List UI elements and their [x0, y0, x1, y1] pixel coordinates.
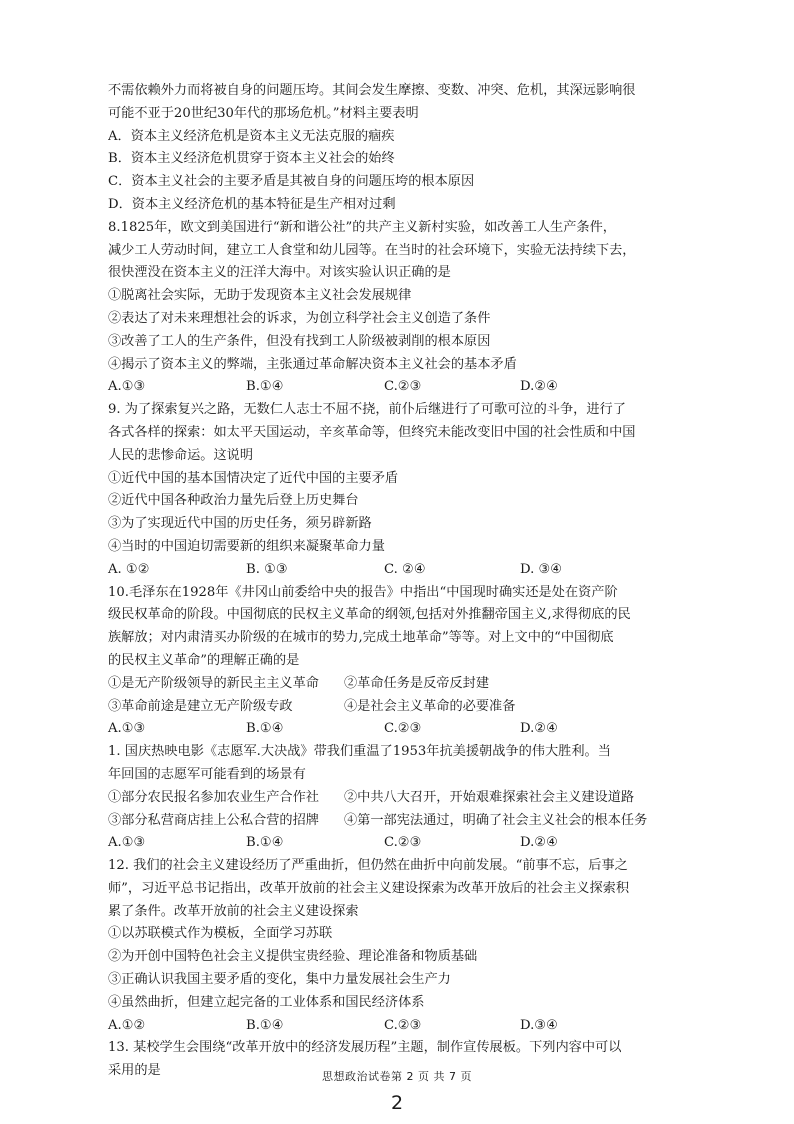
option-c: C．资本主义社会的主要矛盾是其被自身的问题压垮的根本原因: [108, 174, 475, 190]
question-11: [108, 741, 678, 855]
question-stem-line: 8.1825年，欧文到美国进行“新和谐公社”的共产主义新村实验，如改善工人生产条件，: [108, 219, 616, 235]
option-b: B.①④: [246, 1017, 284, 1033]
answer-options: [108, 718, 678, 741]
statement-item: ②革命任务是反帝反封建: [344, 675, 490, 691]
answer-options: [108, 559, 678, 582]
question-12: [108, 855, 678, 1037]
question-stem-line: 10.毛泽东在1928年《井冈山前委给中央的报告》中指出“中国现时确实还是处在资产阶: [108, 584, 618, 600]
option-a: A．资本主义经济危机是资本主义无法克服的痼疾: [108, 128, 395, 144]
question-stem-line: 减少工人劳动时间，建立工人食堂和幼儿园等。在当时的社会环境下，实验无法持续下去，: [108, 242, 636, 258]
option-d: D．资本主义经济危机的基本特征是生产相对过剩: [108, 196, 396, 212]
answer-options: [108, 832, 678, 855]
statement-item: ③改善了工人的生产条件，但没有找到工人阶级被剥削的根本原因: [108, 333, 491, 349]
statement-pair: [108, 673, 678, 696]
text-line: 不需依赖外力而将被自身的问题压垮。其间会发生摩擦、变数、冲突、危机，其深远影响很: [108, 83, 636, 98]
statement-pair: [108, 696, 678, 719]
option-c: C. ②④: [384, 561, 426, 577]
option-a: A.①③: [108, 721, 146, 737]
question-stem-line: 人民的悲惨命运。这说明: [108, 447, 254, 463]
question-stem-line: 族解放；对内肃清买办阶级的在城市的势力,完成土地革命”等等。对上文中的“中国彻底: [108, 630, 614, 646]
page-footer: 思想政治试卷第 2 页 共 7 页: [322, 1070, 472, 1083]
option-d: D.②④: [520, 721, 558, 737]
statement-item: ④当时的中国迫切需要新的组织来凝聚革命力量: [108, 538, 385, 554]
statement-pair: [108, 810, 678, 833]
text-line: 可能不亚于20世纪30年代的那场危机。”材料主要表明: [108, 105, 419, 121]
statement-item: ③正确认识我国主要矛盾的变化，集中力量发展社会生产力: [108, 972, 451, 988]
answer-options: [108, 376, 678, 399]
question-8: [108, 217, 678, 399]
answer-options: [108, 1015, 678, 1038]
question-stem-line: 级民权革命的阶段。中国彻底的民权主义革命的纲领,包括对外推翻帝国主义,求得彻底的民: [108, 607, 631, 623]
question-stem-line: 各式各样的探索：如太平天国运动，辛亥革命等，但终究未能改变旧中国的社会性质和中国: [108, 424, 636, 440]
option-c: C.②③: [384, 835, 422, 851]
option-d: D.②④: [520, 379, 558, 395]
statement-pair: [108, 787, 678, 810]
question-stem-line: 累了条件。改革开放前的社会主义建设探索: [108, 903, 359, 919]
statement-item: ④揭示了资本主义的弊端，主张通过革命解决资本主义社会的基本矛盾: [108, 356, 517, 372]
option-a: A. ①②: [108, 561, 150, 577]
option-d: D.③④: [520, 1017, 558, 1033]
question-stem-line: 师”，习近平总书记指出，改革开放前的社会主义建设探索为改革开放后的社会主义探索积: [108, 880, 630, 896]
exam-page-body: [108, 80, 678, 1083]
statement-item: ①以苏联模式作为模板，全面学习苏联: [108, 926, 333, 942]
statement-item: ①是无产阶级领导的新民主主义革命: [108, 675, 319, 691]
statement-item: ③为了实现近代中国的历史任务，须另辟新路: [108, 516, 372, 532]
statement-item: ③革命前途是建立无产阶级专政: [108, 698, 293, 714]
statement-item: ②表达了对未来理想社会的诉求，为创立科学社会主义创造了条件: [108, 310, 491, 326]
option-b: B.①④: [246, 835, 284, 851]
statement-item: ①近代中国的基本国情决定了近代中国的主要矛盾: [108, 470, 399, 486]
option-d: D. ③④: [520, 561, 563, 577]
page-number: 2: [390, 1092, 404, 1114]
statement-item: ③部分私营商店挂上公私合营的招牌: [108, 812, 319, 828]
option-d: D.②④: [520, 835, 558, 851]
option-a: A.①②: [108, 1017, 146, 1033]
statement-item: ②为开创中国特色社会主义提供宝贵经验、理论准备和物质基础: [108, 949, 478, 965]
question-7-continuation: [108, 80, 678, 217]
statement-item: ④虽然曲折，但建立起完备的工业体系和国民经济体系: [108, 994, 425, 1010]
statement-item: ①部分农民报名参加农业生产合作社: [108, 789, 319, 805]
statement-item: ②近代中国各种政治力量先后登上历史舞台: [108, 493, 359, 509]
question-stem-line: 9. 为了探索复兴之路，无数仁人志士不屈不挠，前仆后继进行了可歌可泣的斗争，进行了: [108, 402, 626, 418]
option-c: C.②③: [384, 721, 422, 737]
option-b: B．资本主义经济危机贯穿于资本主义社会的始终: [108, 151, 395, 167]
question-10: [108, 582, 678, 742]
option-c: C.②③: [384, 1017, 422, 1033]
question-stem-line: 采用的是: [108, 1063, 161, 1079]
question-stem-line: 1. 国庆热映电影《志愿军.大决战》带我们重温了1953年抗美援朝战争的伟大胜利。当: [108, 744, 611, 760]
option-b: B.①④: [246, 379, 284, 395]
option-a: A.①③: [108, 379, 146, 395]
question-stem-line: 很快湮没在资本主义的汪洋大海中。对该实验认识正确的是: [108, 265, 451, 281]
option-c: C.②③: [384, 379, 422, 395]
question-stem-line: 12. 我们的社会主义建设经历了严重曲折，但仍然在曲折中向前发展。“前事不忘，后事之: [108, 858, 628, 874]
question-9: [108, 399, 678, 581]
question-stem-line: 13. 某校学生会围绕“改革开放中的经济发展历程”主题，制作宣传展板。下列内容中可以: [108, 1040, 622, 1056]
statement-item: ②中共八大召开，开始艰难探索社会主义建设道路: [344, 789, 635, 805]
statement-item: ④是社会主义革命的必要准备: [344, 698, 516, 714]
option-a: A.①③: [108, 835, 146, 851]
question-stem-line: 年回国的志愿军可能看到的场景有: [108, 766, 306, 782]
statement-item: ④第一部宪法通过，明确了社会主义社会的根本任务: [344, 812, 648, 828]
option-b: B.①④: [246, 721, 284, 737]
question-stem-line: 的民权主义革命”的理解正确的是: [108, 652, 300, 668]
statement-item: ①脱离社会实际，无助于发现资本主义社会发展规律: [108, 288, 412, 304]
option-b: B. ①③: [246, 561, 288, 577]
